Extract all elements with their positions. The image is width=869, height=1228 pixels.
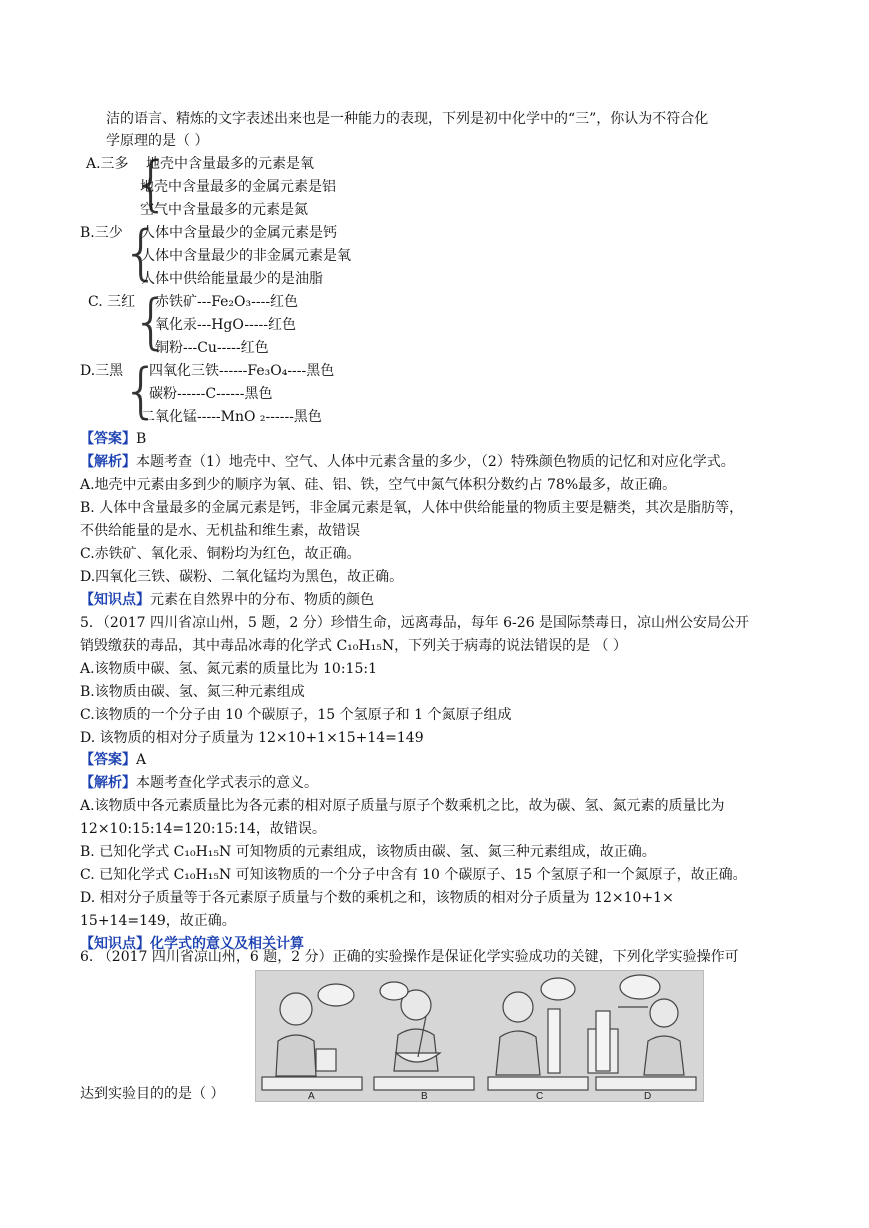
brace-d-icon: { — [122, 356, 161, 426]
answer-value: B — [136, 431, 147, 447]
q4-stem-line-1: 洁的语言、精炼的文字表述出来也是一种能力的表现，下列是初中化学中的“三”，你认为不符合化 — [106, 111, 709, 127]
q4-option-d-label: D.三黑 — [80, 363, 124, 379]
q4-option-c-item-3: 铜粉---Cu-----红色 — [155, 340, 269, 356]
q4-knowledge-point: 【知识点】元素在自然界中的分布、物质的颜色 — [80, 592, 374, 608]
q4-analysis-line-2: A.地壳中元素由多到少的顺序为氧、硅、铝、铁，空气中氮气体积分数约占 78%最多，故正确。 — [80, 477, 677, 493]
brace-b-icon: { — [122, 218, 161, 288]
q5-stem-line-2: 销毁缴获的毒品，其中毒品冰毒的化学式 C₁₀H₁₅N，下列关于病毒的说法错误的是 （ ） — [80, 638, 627, 654]
q4-option-a-item-1: 地壳中含量最多的元素是氧 — [146, 156, 314, 172]
q4-analysis-line-5: C.赤铁矿、氧化汞、铜粉均为红色，故正确。 — [80, 546, 361, 562]
q5-analysis-line-6: D. 相对分子质量等于各元素原子质量与个数的乘机之和，该物质的相对分子质量为 12×10+1× — [80, 890, 674, 906]
q4-option-a-item-3: 空气中含量最多的元素是氮 — [140, 202, 308, 218]
q4-option-b-item-3: 人体中供给能量最少的是油脂 — [141, 271, 323, 287]
analysis-tag: 【解析】 — [80, 775, 136, 791]
q5-analysis-line-3: 12×10:15:14=120:15:14，故错误。 — [80, 821, 326, 837]
q4-option-b-label: B.三少 — [80, 225, 123, 241]
q5-knowledge-point: 【知识点】化学式的意义及相关计算 — [80, 936, 304, 952]
q5-option-b: B.该物质由碳、氢、氮三种元素组成 — [80, 684, 305, 700]
q4-option-c-label: C. 三红 — [88, 294, 136, 310]
q4-option-b-item-2: 人体中含量最少的非金属元素是氧 — [141, 248, 351, 264]
answer-tag: 【答案】 — [80, 431, 136, 447]
experiment-figure — [255, 970, 704, 1102]
figure-label-a: A — [308, 1091, 315, 1101]
q6-stem-line-2: 达到实验目的的是（ ） — [80, 1086, 225, 1102]
q4-option-d-item-3: 二氧化锰-----MnO ₂------黑色 — [141, 409, 322, 425]
q4-option-a-item-2: 地壳中含量最多的金属元素是铝 — [140, 179, 336, 195]
q5-answer — [80, 749, 146, 771]
brace-c-icon: { — [132, 287, 171, 357]
figure-label-b: B — [421, 1091, 428, 1101]
q5-analysis-line-5: C. 已知化学式 C₁₀H₁₅N 可知该物质的一个分子中含有 10 个碳原子、15 个氢原子和一个氮原子，故正确。 — [80, 867, 747, 883]
q4-analysis-line-4: 不供给能量的是水、无机盐和维生素，故错误 — [80, 523, 360, 539]
q4-answer — [80, 428, 146, 450]
q4-option-d-item-1: 四氧化三铁------Fe₃O₄----黑色 — [149, 363, 335, 379]
q4-analysis-line-6: D.四氧化三铁、碳粉、二氧化锰均为黑色，故正确。 — [80, 569, 404, 585]
q5-analysis-line-2: A.该物质中各元素质量比为各元素的相对原子质量与原子个数乘机之比，故为碳、氢、氮元素的质量比为 — [80, 798, 725, 814]
answer-value: A — [136, 752, 147, 768]
q5-option-a: A.该物质中碳、氢、氮元素的质量比为 10:15:1 — [80, 661, 377, 677]
q5-option-c: C.该物质的一个分子由 10 个碳原子，15 个氢原子和 1 个氮原子组成 — [80, 707, 512, 723]
q5-stem-line-1: 5．（2017 四川省凉山州，5 题，2 分）珍惜生命，远离毒品，每年 6-26 是国际禁毒日，凉山州公安局公开 — [80, 615, 750, 631]
q4-option-c-item-2: 氧化汞---HgO-----红色 — [155, 317, 297, 333]
q4-stem-line-2: 学原理的是（ ） — [106, 133, 209, 149]
q4-option-c-item-1: 赤铁矿---Fe₂O₃----红色 — [155, 294, 299, 310]
q5-analysis-line-4: B. 已知化学式 C₁₀H₁₅N 可知物质的元素组成，该物质由碳、氢、氮三种元素组成，故正确。 — [80, 844, 656, 860]
q4-option-b-item-1: 人体中含量最少的金属元素是钙 — [141, 225, 337, 241]
knowledge-tag: 【知识点】 — [80, 936, 150, 952]
answer-tag: 【答案】 — [80, 752, 136, 768]
figure-label-c: C — [536, 1091, 544, 1101]
q6-stem-line-1: 6. （2017 四川省凉山州，6 题，2 分）正确的实验操作是保证化学实验成功的关键，下列化学实验操作可 — [80, 949, 739, 965]
brace-a-icon: { — [132, 149, 171, 219]
q5-analysis-line-7: 15+14=149，故正确。 — [80, 913, 236, 929]
q4-analysis-line-3: B. 人体中含量最多的金属元素是钙，非金属元素是氧，人体中供给能量的物质主要是糖类，其次是脂肪等， — [80, 500, 744, 516]
q4-analysis-line-1: 【解析】本题考查（1）地壳中、空气、人体中元素含量的多少，（2）特殊颜色物质的记忆和对应化学式。 — [80, 454, 735, 470]
knowledge-tag: 【知识点】 — [80, 592, 150, 608]
figure-label-d: D — [644, 1091, 652, 1101]
analysis-tag: 【解析】 — [80, 454, 136, 470]
q4-option-a-label: A.三多 — [86, 156, 129, 172]
q5-option-d: D. 该物质的相对分子质量为 12×10+1×15+14=149 — [80, 730, 424, 746]
q5-analysis-line-1: 【解析】本题考查化学式表示的意义。 — [80, 775, 318, 791]
q4-option-d-item-2: 碳粉------C------黑色 — [149, 386, 273, 402]
